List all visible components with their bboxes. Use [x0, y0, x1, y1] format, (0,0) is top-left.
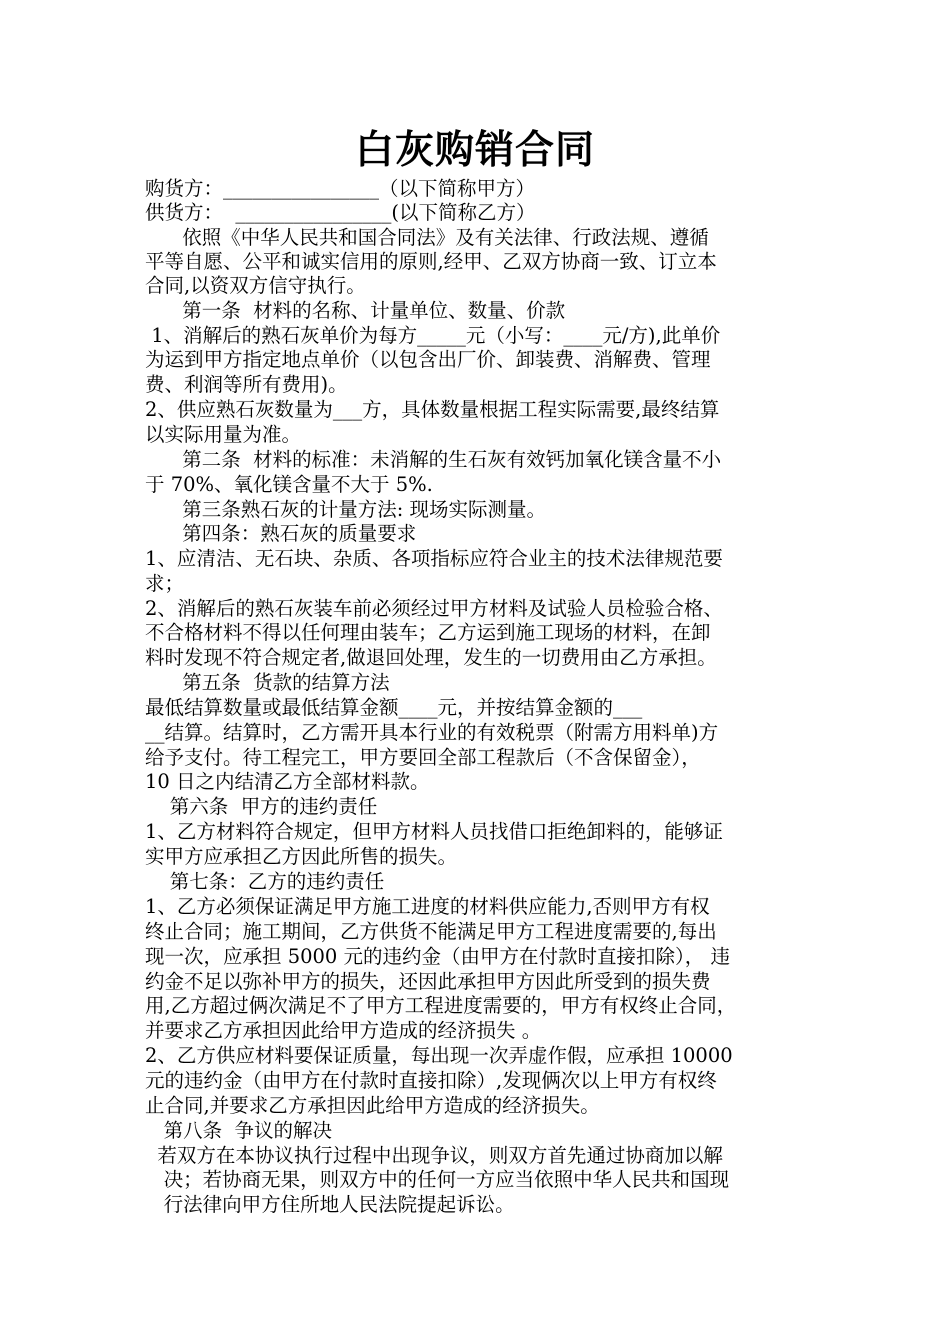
text-line: 1、消解后的熟石灰单价为每方_____元（小写：____元/方),此单价 [145, 324, 721, 347]
text-line: 行法律向甲方住所地人民法院提起诉讼。 [145, 1193, 515, 1216]
text-line: 不合格材料不得以任何理由装车；乙方运到施工现场的材料，在卸 [145, 621, 711, 644]
text-line: 止合同,并要求乙方承担因此给甲方造成的经济损失。 [145, 1094, 600, 1117]
text-line: 2、乙方供应材料要保证质量，每出现一次弄虚作假，应承担 10000 [145, 1044, 733, 1067]
text-line: 平等自愿、公平和诚实信用的原则,经甲、乙双方协商一致、订立本 [145, 250, 717, 273]
text-line: 用,乙方超过俩次满足不了甲方工程进度需要的，甲方有权终止合同， [145, 994, 737, 1017]
text-line: 合同,以资双方信守执行。 [145, 274, 366, 297]
article-heading: 第四条：熟石灰的质量要求 [145, 522, 417, 545]
text-line: 求； [145, 572, 185, 595]
text-line: 给予支付。待工程完工，甲方要回全部工程款后（不含保留金）， [145, 746, 701, 769]
text-line: 为运到甲方指定地点单价（以包含出厂价、卸装费、消解费、管理 [145, 348, 711, 371]
article-heading: 第三条熟石灰的计量方法: 现场实际测量。 [145, 498, 546, 521]
text-line: 于 70%、氧化镁含量不大于 5%. [145, 473, 433, 496]
seller-line: 供货方： ________________(以下简称乙方） [145, 201, 536, 224]
document-title: 白灰购销合同 [354, 128, 595, 173]
article-heading: 第七条：乙方的违约责任 [145, 870, 385, 893]
buyer-line: 购货方：________________（以下简称甲方） [145, 177, 536, 200]
text-line: 并要求乙方承担因此给甲方造成的经济损失 。 [145, 1019, 542, 1042]
text-line: 费、利润等所有费用)。 [145, 373, 348, 396]
text-line: 若双方在本协议执行过程中出现争议，则双方首先通过协商加以解 [145, 1144, 723, 1167]
text-line: 元的违约金（由甲方在付款时直接扣除）,发现俩次以上甲方有权终 [145, 1069, 717, 1092]
article-heading: 第六条 甲方的违约责任 [145, 795, 378, 818]
text-line: 1、应清洁、无石块、杂质、各项指标应符合业主的技术法律规范要 [145, 547, 723, 570]
text-line: 依照《中华人民共和国合同法》及有关法律、行政法规、遵循 [145, 226, 709, 249]
text-line: 1、乙方材料符合规定，但甲方材料人员找借口拒绝卸料的，能够证 [145, 820, 723, 843]
text-line: 终止合同；施工期间，乙方供货不能满足甲方工程进度需要的,每出 [145, 920, 717, 943]
article-heading: 第二条 材料的标准：未消解的生石灰有效钙加氧化镁含量不小 [145, 448, 722, 471]
article-heading: 第一条 材料的名称、计量单位、数量、价款 [145, 299, 566, 322]
text-line: 最低结算数量或最低结算金额____元，并按结算金额的___ [145, 696, 643, 719]
text-line: 实甲方应承担乙方因此所售的损失。 [145, 845, 458, 868]
article-heading: 第五条 货款的结算方法 [145, 671, 390, 694]
text-line: __结算。结算时，乙方需开具本行业的有效税票（附需方用料单)方 [145, 721, 719, 744]
text-line: 2、供应熟石灰数量为___方，具体数量根据工程实际需要,最终结算 [145, 398, 720, 421]
text-line: 以实际用量为准。 [145, 423, 302, 446]
text-line: 现一次，应承担 5000 元的违约金（由甲方在付款时直接扣除）， 违 [145, 945, 730, 968]
text-line: 2、消解后的熟石灰装车前必须经过甲方材料及试验人员检验合格、 [145, 597, 723, 620]
text-line: 料时发现不符合规定者,做退回处理，发生的一切费用由乙方承担。 [145, 646, 717, 669]
text-line: 1、乙方必须保证满足甲方施工进度的材料供应能力,否则甲方有权 [145, 895, 710, 918]
text-line: 10 日之内结清乙方全部材料款。 [145, 770, 430, 793]
article-heading: 第八条 争议的解决 [145, 1119, 332, 1142]
text-line: 约金不足以弥补甲方的损失，还因此承担甲方因此所受到的损失费 [145, 970, 711, 993]
text-line: 决；若协商无果，则双方中的任何一方应当依照中华人民共和国现 [145, 1168, 730, 1191]
